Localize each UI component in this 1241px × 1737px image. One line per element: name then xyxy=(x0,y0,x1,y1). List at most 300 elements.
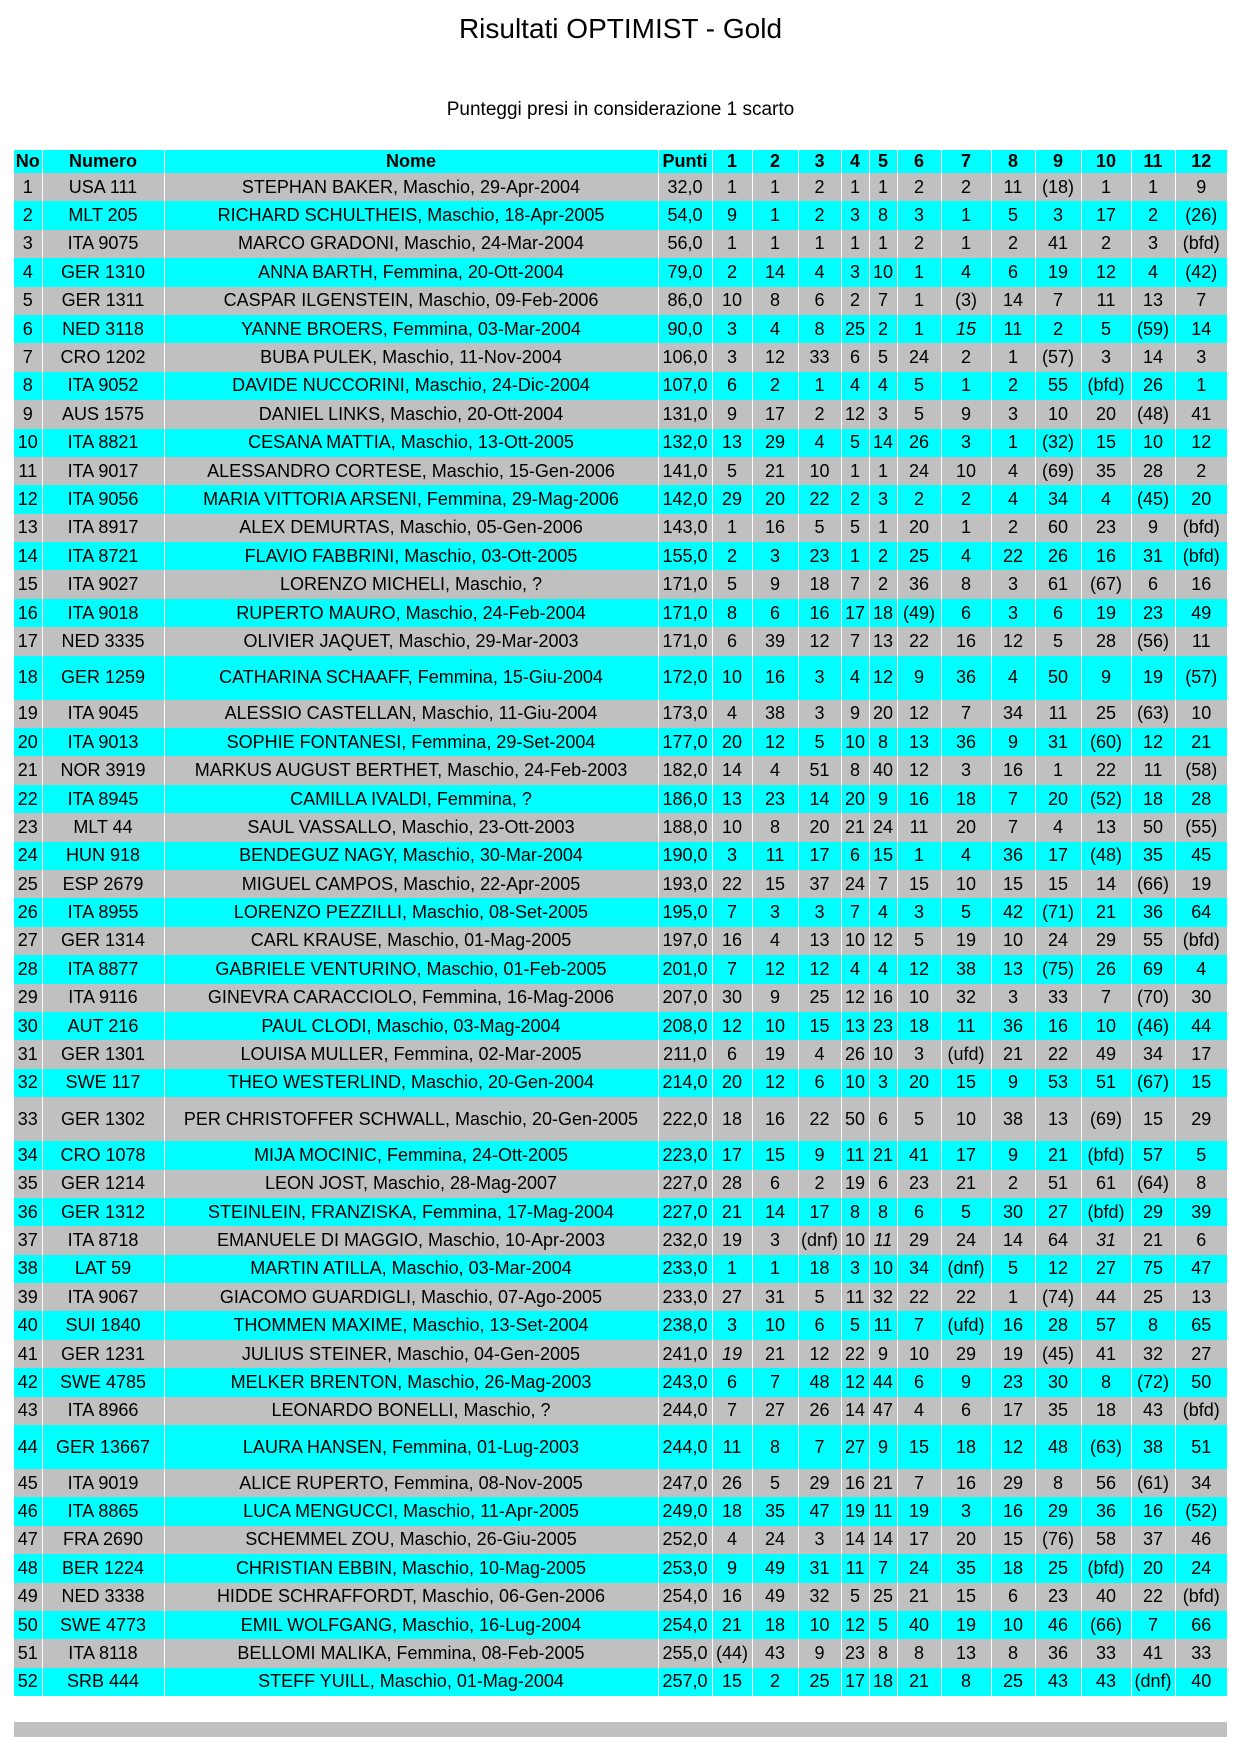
cell-nome: MIGUEL CAMPOS, Maschio, 22-Apr-2005 xyxy=(164,870,658,898)
cell-numero: CRO 1202 xyxy=(42,343,164,371)
cell-race-2: 49 xyxy=(752,1583,798,1611)
cell-race-4: 1 xyxy=(841,230,869,258)
table-row xyxy=(14,1368,1227,1396)
cell-race-5: 23 xyxy=(869,1012,897,1040)
cell-race-12: 8 xyxy=(1175,1170,1227,1198)
cell-race-3: 3 xyxy=(798,898,841,926)
cell-race-7: 24 xyxy=(941,1226,991,1254)
cell-race-6: 21 xyxy=(897,1668,941,1696)
cell-nome: ANNA BARTH, Femmina, 20-Ott-2004 xyxy=(164,258,658,286)
cell-race-10: 35 xyxy=(1081,457,1131,485)
cell-race-1: 7 xyxy=(712,898,752,926)
cell-race-1: 4 xyxy=(712,700,752,728)
cell-race-9: (32) xyxy=(1035,429,1081,457)
cell-race-11: (72) xyxy=(1131,1368,1175,1396)
table-row xyxy=(14,514,1227,542)
cell-punti: 143,0 xyxy=(658,514,712,542)
cell-race-5: 1 xyxy=(869,457,897,485)
cell-race-12: 21 xyxy=(1175,728,1227,756)
cell-race-7: 1 xyxy=(941,514,991,542)
cell-nome: STEPHAN BAKER, Maschio, 29-Apr-2004 xyxy=(164,173,658,201)
cell-race-8: 36 xyxy=(991,842,1035,870)
cell-race-12: 33 xyxy=(1175,1639,1227,1667)
cell-race-5: 21 xyxy=(869,1141,897,1169)
cell-race-10: 31 xyxy=(1081,1226,1131,1254)
cell-race-11: 41 xyxy=(1131,1639,1175,1667)
cell-race-7: 9 xyxy=(941,1368,991,1396)
results-body xyxy=(14,173,1227,1696)
cell-punti: 254,0 xyxy=(658,1611,712,1639)
cell-race-10: 49 xyxy=(1081,1040,1131,1068)
cell-race-6: 1 xyxy=(897,842,941,870)
cell-no: 45 xyxy=(14,1469,42,1497)
cell-race-2: 15 xyxy=(752,870,798,898)
cell-race-6: 11 xyxy=(897,813,941,841)
cell-race-12: (42) xyxy=(1175,258,1227,286)
cell-race-9: 27 xyxy=(1035,1198,1081,1226)
cell-numero: MLT 44 xyxy=(42,813,164,841)
cell-race-3: 18 xyxy=(798,570,841,598)
cell-nome: EMIL WOLFGANG, Maschio, 16-Lug-2004 xyxy=(164,1611,658,1639)
cell-race-3: 4 xyxy=(798,1040,841,1068)
cell-race-5: 4 xyxy=(869,372,897,400)
cell-race-6: 20 xyxy=(897,514,941,542)
cell-race-11: 9 xyxy=(1131,514,1175,542)
cell-race-7: 38 xyxy=(941,955,991,983)
cell-race-5: 18 xyxy=(869,1668,897,1696)
cell-race-9: 16 xyxy=(1035,1012,1081,1040)
cell-nome: SOPHIE FONTANESI, Femmina, 29-Set-2004 xyxy=(164,728,658,756)
cell-race-12: 15 xyxy=(1175,1069,1227,1097)
cell-race-1: 21 xyxy=(712,1611,752,1639)
cell-race-4: 10 xyxy=(841,927,869,955)
cell-race-5: 14 xyxy=(869,1526,897,1554)
cell-punti: 222,0 xyxy=(658,1097,712,1141)
cell-race-4: 4 xyxy=(841,955,869,983)
cell-race-10: (bfd) xyxy=(1081,372,1131,400)
cell-race-10: (bfd) xyxy=(1081,1141,1131,1169)
cell-race-2: 49 xyxy=(752,1554,798,1582)
cell-race-9: 34 xyxy=(1035,485,1081,513)
cell-race-4: 27 xyxy=(841,1425,869,1469)
cell-nome: SAUL VASSALLO, Maschio, 23-Ott-2003 xyxy=(164,813,658,841)
cell-race-12: 40 xyxy=(1175,1668,1227,1696)
cell-race-5: 7 xyxy=(869,287,897,315)
cell-race-10: 33 xyxy=(1081,1639,1131,1667)
cell-race-7: 20 xyxy=(941,813,991,841)
cell-punti: 188,0 xyxy=(658,813,712,841)
cell-race-12: 4 xyxy=(1175,955,1227,983)
cell-race-7: 4 xyxy=(941,542,991,570)
cell-race-10: 21 xyxy=(1081,898,1131,926)
cell-race-10: (69) xyxy=(1081,1097,1131,1141)
cell-race-6: 6 xyxy=(897,1198,941,1226)
cell-race-10: 13 xyxy=(1081,813,1131,841)
cell-race-5: 40 xyxy=(869,756,897,784)
table-row xyxy=(14,1097,1227,1141)
header-race-10: 10 xyxy=(1081,150,1131,173)
cell-race-8: 18 xyxy=(991,1554,1035,1582)
cell-race-6: 9 xyxy=(897,656,941,700)
cell-punti: 241,0 xyxy=(658,1340,712,1368)
cell-race-9: 4 xyxy=(1035,813,1081,841)
cell-race-11: 38 xyxy=(1131,1425,1175,1469)
cell-race-10: 3 xyxy=(1081,343,1131,371)
table-bottom-band xyxy=(14,1722,1227,1737)
cell-race-6: 36 xyxy=(897,570,941,598)
cell-race-5: 9 xyxy=(869,1340,897,1368)
cell-race-8: 15 xyxy=(991,870,1035,898)
cell-race-12: (bfd) xyxy=(1175,230,1227,258)
cell-nome: LEON JOST, Maschio, 28-Mag-2007 xyxy=(164,1170,658,1198)
cell-punti: 193,0 xyxy=(658,870,712,898)
cell-numero: ITA 8118 xyxy=(42,1639,164,1667)
cell-race-7: (3) xyxy=(941,287,991,315)
cell-race-3: 23 xyxy=(798,542,841,570)
table-row xyxy=(14,1069,1227,1097)
cell-race-3: 22 xyxy=(798,1097,841,1141)
cell-race-3: 48 xyxy=(798,1368,841,1396)
cell-punti: 142,0 xyxy=(658,485,712,513)
cell-punti: 186,0 xyxy=(658,785,712,813)
cell-punti: 243,0 xyxy=(658,1368,712,1396)
cell-race-5: 16 xyxy=(869,984,897,1012)
cell-race-2: 2 xyxy=(752,372,798,400)
cell-race-9: (71) xyxy=(1035,898,1081,926)
cell-race-7: (dnf) xyxy=(941,1255,991,1283)
page-title: Risultati OPTIMIST - Gold xyxy=(458,13,783,44)
cell-numero: AUS 1575 xyxy=(42,400,164,428)
cell-race-6: 20 xyxy=(897,1069,941,1097)
cell-race-12: (bfd) xyxy=(1175,927,1227,955)
cell-race-1: 14 xyxy=(712,756,752,784)
cell-punti: 86,0 xyxy=(658,287,712,315)
cell-race-4: 16 xyxy=(841,1469,869,1497)
cell-race-8: 36 xyxy=(991,1012,1035,1040)
cell-punti: 106,0 xyxy=(658,343,712,371)
cell-race-2: 17 xyxy=(752,400,798,428)
cell-race-8: 29 xyxy=(991,1469,1035,1497)
cell-numero: GER 1310 xyxy=(42,258,164,286)
cell-race-3: 17 xyxy=(798,842,841,870)
cell-race-6: 12 xyxy=(897,700,941,728)
cell-race-5: 15 xyxy=(869,842,897,870)
cell-numero: ITA 9116 xyxy=(42,984,164,1012)
cell-race-6: 7 xyxy=(897,1311,941,1339)
cell-race-1: 2 xyxy=(712,258,752,286)
cell-race-5: 44 xyxy=(869,1368,897,1396)
cell-race-8: 6 xyxy=(991,1583,1035,1611)
cell-race-5: 10 xyxy=(869,258,897,286)
cell-no: 41 xyxy=(14,1340,42,1368)
cell-punti: 207,0 xyxy=(658,984,712,1012)
cell-race-8: 6 xyxy=(991,258,1035,286)
cell-race-8: 8 xyxy=(991,1639,1035,1667)
cell-nome: GIACOMO GUARDIGLI, Maschio, 07-Ago-2005 xyxy=(164,1283,658,1311)
cell-nome: STEFF YUILL, Maschio, 01-Mag-2004 xyxy=(164,1668,658,1696)
cell-race-9: 61 xyxy=(1035,570,1081,598)
cell-race-11: 15 xyxy=(1131,1097,1175,1141)
cell-race-2: 39 xyxy=(752,627,798,655)
cell-no: 48 xyxy=(14,1554,42,1582)
cell-race-8: 16 xyxy=(991,756,1035,784)
cell-race-6: 24 xyxy=(897,457,941,485)
cell-race-1: (44) xyxy=(712,1639,752,1667)
cell-no: 24 xyxy=(14,842,42,870)
cell-race-3: 29 xyxy=(798,1469,841,1497)
cell-race-4: 14 xyxy=(841,1526,869,1554)
cell-race-7: 35 xyxy=(941,1554,991,1582)
header-punti: Punti xyxy=(658,150,712,173)
cell-no: 43 xyxy=(14,1397,42,1425)
cell-race-8: 10 xyxy=(991,1611,1035,1639)
cell-no: 9 xyxy=(14,400,42,428)
cell-race-9: 8 xyxy=(1035,1469,1081,1497)
table-row xyxy=(14,656,1227,700)
cell-race-4: 1 xyxy=(841,173,869,201)
cell-race-12: 30 xyxy=(1175,984,1227,1012)
cell-race-12: 6 xyxy=(1175,1226,1227,1254)
table-row xyxy=(14,984,1227,1012)
cell-no: 49 xyxy=(14,1583,42,1611)
cell-race-6: 17 xyxy=(897,1526,941,1554)
cell-race-11: 36 xyxy=(1131,898,1175,926)
cell-race-9: 3 xyxy=(1035,201,1081,229)
cell-no: 44 xyxy=(14,1425,42,1469)
cell-race-11: 25 xyxy=(1131,1283,1175,1311)
table-row xyxy=(14,258,1227,286)
cell-race-2: 24 xyxy=(752,1526,798,1554)
cell-punti: 244,0 xyxy=(658,1425,712,1469)
cell-race-1: 20 xyxy=(712,1069,752,1097)
cell-race-9: 30 xyxy=(1035,1368,1081,1396)
cell-race-4: 19 xyxy=(841,1170,869,1198)
cell-race-2: 1 xyxy=(752,1255,798,1283)
cell-race-12: 16 xyxy=(1175,570,1227,598)
cell-race-11: 32 xyxy=(1131,1340,1175,1368)
cell-race-2: 2 xyxy=(752,1668,798,1696)
cell-race-11: 1 xyxy=(1131,173,1175,201)
cell-race-12: (bfd) xyxy=(1175,1397,1227,1425)
table-row xyxy=(14,1469,1227,1497)
cell-no: 2 xyxy=(14,201,42,229)
cell-race-7: 10 xyxy=(941,870,991,898)
cell-race-3: 9 xyxy=(798,1141,841,1169)
cell-race-3: 5 xyxy=(798,514,841,542)
cell-race-9: (74) xyxy=(1035,1283,1081,1311)
cell-race-5: 24 xyxy=(869,813,897,841)
cell-race-1: 30 xyxy=(712,984,752,1012)
cell-race-5: 20 xyxy=(869,700,897,728)
cell-race-3: 18 xyxy=(798,1255,841,1283)
cell-race-9: 29 xyxy=(1035,1497,1081,1525)
cell-race-2: 43 xyxy=(752,1639,798,1667)
cell-race-3: 2 xyxy=(798,400,841,428)
cell-race-6: 4 xyxy=(897,1397,941,1425)
cell-race-10: 20 xyxy=(1081,400,1131,428)
cell-race-2: 19 xyxy=(752,1040,798,1068)
table-row xyxy=(14,870,1227,898)
cell-race-2: 4 xyxy=(752,927,798,955)
cell-race-8: 14 xyxy=(991,1226,1035,1254)
cell-race-10: 51 xyxy=(1081,1069,1131,1097)
cell-race-5: 3 xyxy=(869,400,897,428)
cell-race-4: 14 xyxy=(841,1397,869,1425)
cell-no: 38 xyxy=(14,1255,42,1283)
cell-race-2: 14 xyxy=(752,258,798,286)
cell-race-3: 9 xyxy=(798,1639,841,1667)
cell-no: 40 xyxy=(14,1311,42,1339)
cell-numero: SWE 4773 xyxy=(42,1611,164,1639)
cell-race-1: 3 xyxy=(712,1311,752,1339)
cell-numero: NED 3338 xyxy=(42,1583,164,1611)
cell-race-8: 9 xyxy=(991,1141,1035,1169)
cell-race-10: 11 xyxy=(1081,287,1131,315)
cell-numero: ITA 9018 xyxy=(42,599,164,627)
cell-race-9: 33 xyxy=(1035,984,1081,1012)
cell-race-4: 8 xyxy=(841,1198,869,1226)
cell-no: 39 xyxy=(14,1283,42,1311)
cell-no: 33 xyxy=(14,1097,42,1141)
cell-punti: 171,0 xyxy=(658,599,712,627)
cell-race-3: 7 xyxy=(798,1425,841,1469)
cell-race-5: 11 xyxy=(869,1497,897,1525)
cell-race-6: 22 xyxy=(897,1283,941,1311)
cell-race-2: 23 xyxy=(752,785,798,813)
table-row xyxy=(14,728,1227,756)
cell-nome: CESANA MATTIA, Maschio, 13-Ott-2005 xyxy=(164,429,658,457)
cell-no: 4 xyxy=(14,258,42,286)
cell-numero: ITA 9052 xyxy=(42,372,164,400)
cell-race-4: 4 xyxy=(841,372,869,400)
cell-numero: GER 13667 xyxy=(42,1425,164,1469)
cell-race-1: 17 xyxy=(712,1141,752,1169)
cell-race-4: 11 xyxy=(841,1283,869,1311)
cell-race-9: 22 xyxy=(1035,1040,1081,1068)
cell-race-4: 21 xyxy=(841,813,869,841)
cell-nome: GINEVRA CARACCIOLO, Femmina, 16-Mag-2006 xyxy=(164,984,658,1012)
cell-punti: 233,0 xyxy=(658,1283,712,1311)
cell-punti: 247,0 xyxy=(658,1469,712,1497)
cell-race-1: 6 xyxy=(712,372,752,400)
cell-numero: LAT 59 xyxy=(42,1255,164,1283)
cell-race-11: 4 xyxy=(1131,258,1175,286)
cell-punti: 195,0 xyxy=(658,898,712,926)
cell-numero: ITA 8865 xyxy=(42,1497,164,1525)
cell-race-4: 5 xyxy=(841,429,869,457)
cell-race-1: 13 xyxy=(712,429,752,457)
cell-race-12: (bfd) xyxy=(1175,1583,1227,1611)
cell-race-9: 2 xyxy=(1035,315,1081,343)
cell-race-11: 29 xyxy=(1131,1198,1175,1226)
cell-no: 3 xyxy=(14,230,42,258)
cell-race-12: 64 xyxy=(1175,898,1227,926)
cell-no: 25 xyxy=(14,870,42,898)
cell-numero: ITA 8721 xyxy=(42,542,164,570)
cell-race-1: 15 xyxy=(712,1668,752,1696)
header-numero: Numero xyxy=(42,150,164,173)
cell-race-11: (59) xyxy=(1131,315,1175,343)
cell-race-2: 3 xyxy=(752,542,798,570)
cell-race-11: (dnf) xyxy=(1131,1668,1175,1696)
cell-race-6: 1 xyxy=(897,258,941,286)
cell-race-8: 11 xyxy=(991,315,1035,343)
cell-nome: LOUISA MULLER, Femmina, 02-Mar-2005 xyxy=(164,1040,658,1068)
cell-race-11: (64) xyxy=(1131,1170,1175,1198)
cell-punti: 214,0 xyxy=(658,1069,712,1097)
cell-race-7: 18 xyxy=(941,1425,991,1469)
cell-race-11: 55 xyxy=(1131,927,1175,955)
cell-race-7: 8 xyxy=(941,570,991,598)
cell-race-10: 61 xyxy=(1081,1170,1131,1198)
cell-numero: ITA 8821 xyxy=(42,429,164,457)
cell-race-6: 18 xyxy=(897,1012,941,1040)
cell-race-8: 7 xyxy=(991,785,1035,813)
cell-race-5: 3 xyxy=(869,485,897,513)
cell-race-11: (48) xyxy=(1131,400,1175,428)
cell-punti: 79,0 xyxy=(658,258,712,286)
cell-race-10: 25 xyxy=(1081,700,1131,728)
cell-race-11: 37 xyxy=(1131,1526,1175,1554)
cell-race-12: 17 xyxy=(1175,1040,1227,1068)
cell-nome: EMANUELE DI MAGGIO, Maschio, 10-Apr-2003 xyxy=(164,1226,658,1254)
table-row xyxy=(14,287,1227,315)
cell-race-3: 6 xyxy=(798,1069,841,1097)
cell-race-9: 23 xyxy=(1035,1583,1081,1611)
cell-race-12: 19 xyxy=(1175,870,1227,898)
cell-no: 52 xyxy=(14,1668,42,1696)
cell-punti: 252,0 xyxy=(658,1526,712,1554)
table-row xyxy=(14,700,1227,728)
cell-race-5: 1 xyxy=(869,230,897,258)
cell-race-8: 2 xyxy=(991,1170,1035,1198)
cell-nome: PER CHRISTOFFER SCHWALL, Maschio, 20-Gen-2005 xyxy=(164,1097,658,1141)
cell-punti: 238,0 xyxy=(658,1311,712,1339)
cell-race-7: (ufd) xyxy=(941,1311,991,1339)
cell-race-1: 7 xyxy=(712,1397,752,1425)
cell-nome: BENDEGUZ NAGY, Maschio, 30-Mar-2004 xyxy=(164,842,658,870)
cell-no: 50 xyxy=(14,1611,42,1639)
cell-race-5: 4 xyxy=(869,898,897,926)
cell-race-2: 35 xyxy=(752,1497,798,1525)
header-race-1: 1 xyxy=(712,150,752,173)
cell-race-7: 11 xyxy=(941,1012,991,1040)
cell-race-11: (56) xyxy=(1131,627,1175,655)
table-row xyxy=(14,485,1227,513)
cell-race-8: 2 xyxy=(991,372,1035,400)
cell-race-2: 12 xyxy=(752,955,798,983)
cell-race-11: (63) xyxy=(1131,700,1175,728)
cell-race-10: 4 xyxy=(1081,485,1131,513)
cell-race-12: 51 xyxy=(1175,1425,1227,1469)
cell-race-8: 9 xyxy=(991,1069,1035,1097)
cell-race-5: 18 xyxy=(869,599,897,627)
cell-nome: RUPERTO MAURO, Maschio, 24-Feb-2004 xyxy=(164,599,658,627)
cell-race-9: (57) xyxy=(1035,343,1081,371)
cell-race-12: 9 xyxy=(1175,173,1227,201)
cell-race-8: 34 xyxy=(991,700,1035,728)
cell-race-2: 4 xyxy=(752,315,798,343)
cell-race-7: 8 xyxy=(941,1668,991,1696)
cell-race-3: (dnf) xyxy=(798,1226,841,1254)
cell-race-8: 13 xyxy=(991,955,1035,983)
cell-numero: SUI 1840 xyxy=(42,1311,164,1339)
cell-nome: THEO WESTERLIND, Maschio, 20-Gen-2004 xyxy=(164,1069,658,1097)
cell-race-10: (bfd) xyxy=(1081,1198,1131,1226)
cell-race-5: 6 xyxy=(869,1097,897,1141)
cell-race-3: 14 xyxy=(798,785,841,813)
cell-race-10: 14 xyxy=(1081,870,1131,898)
